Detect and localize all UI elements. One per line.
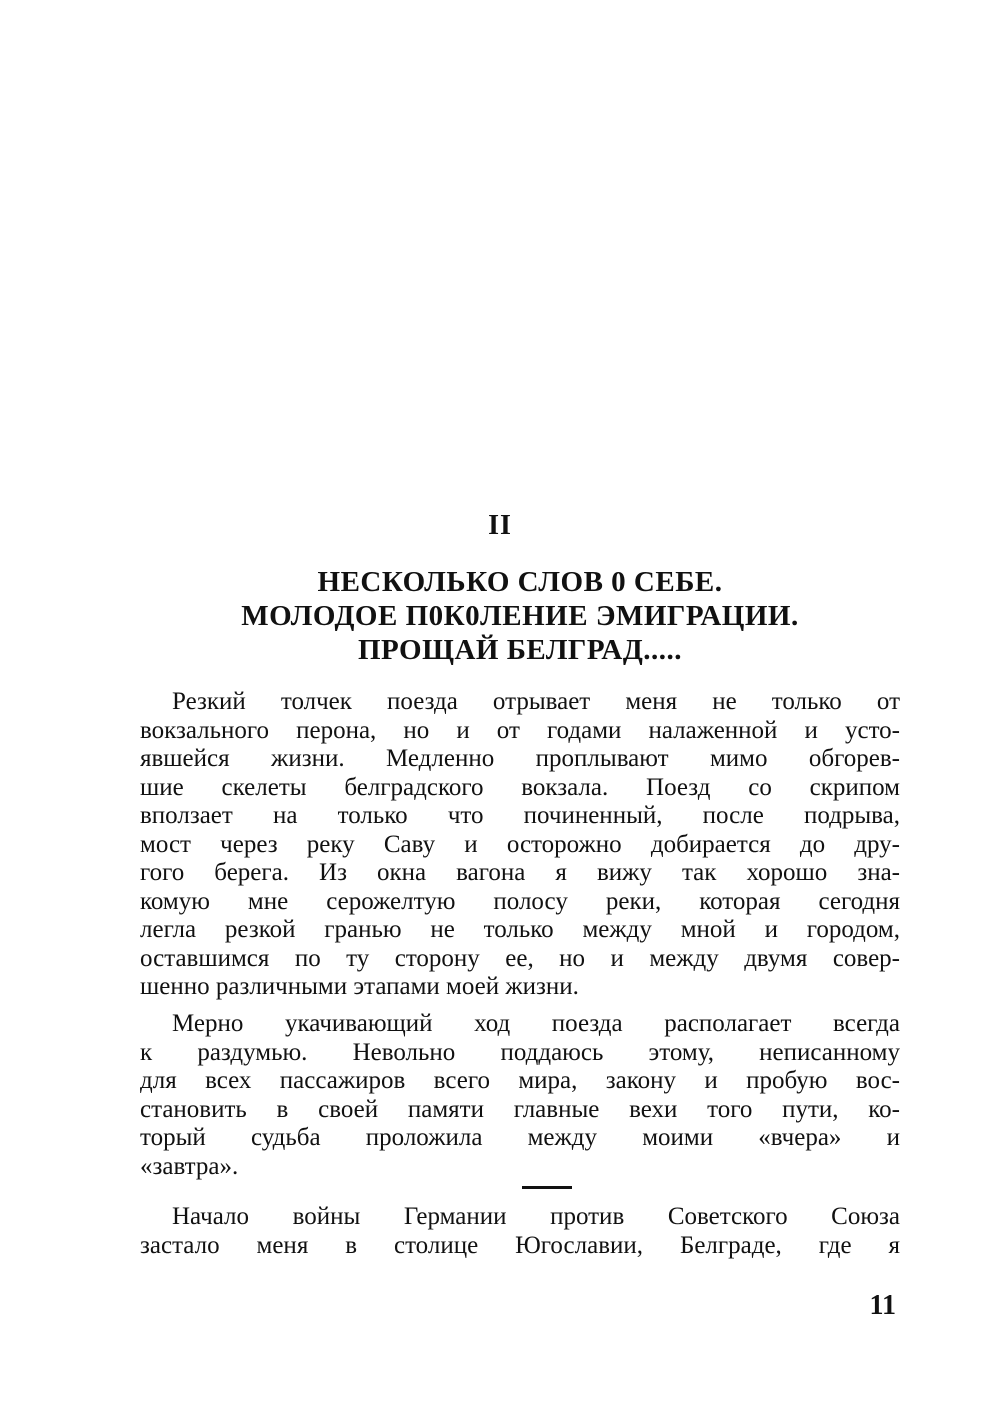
text-line: для всех пассажиров всего мира, закону и пробую вос-: [140, 1067, 900, 1094]
text-line: явшейся жизни. Медленно проплывают мимо обгорев-: [140, 745, 900, 772]
paragraph-2: [140, 1010, 900, 1181]
chapter-title-line: НЕСКОЛЬКО СЛОВ 0 СЕБЕ.: [317, 566, 723, 598]
text-line: оставшимся по ту сторону ее, но и между двумя совер-: [140, 944, 900, 972]
paragraph-3: [140, 1203, 900, 1260]
text-line: «завтра».: [140, 1152, 239, 1180]
text-line: комую мне серожелтую полосу реки, которая сегодня: [140, 887, 900, 915]
text-line: к раздумью. Невольно поддаюсь этому, неписанному: [140, 1038, 900, 1066]
text-line: торый судьба проложила между моими «вчера» и: [140, 1124, 900, 1151]
text-line: Начало войны Германии против Советского Союза: [172, 1203, 900, 1230]
paragraph-1: [140, 688, 900, 1002]
chapter-title-line: МОЛОДОЕ П0К0ЛЕНИЕ ЭМИГРАЦИИ.: [241, 600, 799, 632]
text-line: Резкий толчек поезда отрывает меня не только от: [172, 688, 900, 715]
text-line: легла резкой гранью не только между мной и городом,: [140, 916, 900, 943]
text-line: вокзального перона, но и от годами налаженной и усто-: [140, 716, 900, 744]
text-line: становить в своей памяти главные вехи того пути, ко-: [140, 1095, 900, 1123]
page-number: 11: [869, 1290, 896, 1321]
text-line: гого берега. Из окна вагона я вижу так хорошо зна-: [140, 859, 900, 886]
chapter-title: [140, 565, 900, 667]
text-line: шенно различными этапами моей жизни.: [140, 973, 579, 1000]
text-line: застало меня в столице Югославии, Белграде, где я: [140, 1231, 900, 1259]
text-line: вползает на только что починенный, после подрыва,: [140, 802, 900, 829]
text-line: шие скелеты белградского вокзала. Поезд со скрипом: [140, 773, 900, 801]
chapter-number: II: [488, 510, 512, 541]
section-separator: [522, 1186, 572, 1189]
chapter-title-line: ПРОЩАЙ БЕЛГРАД.....: [357, 634, 683, 666]
text-line: Мерно укачивающий ход поезда располагает всегда: [172, 1010, 900, 1037]
text-line: мост через реку Саву и осторожно добирается до дру-: [140, 830, 900, 858]
